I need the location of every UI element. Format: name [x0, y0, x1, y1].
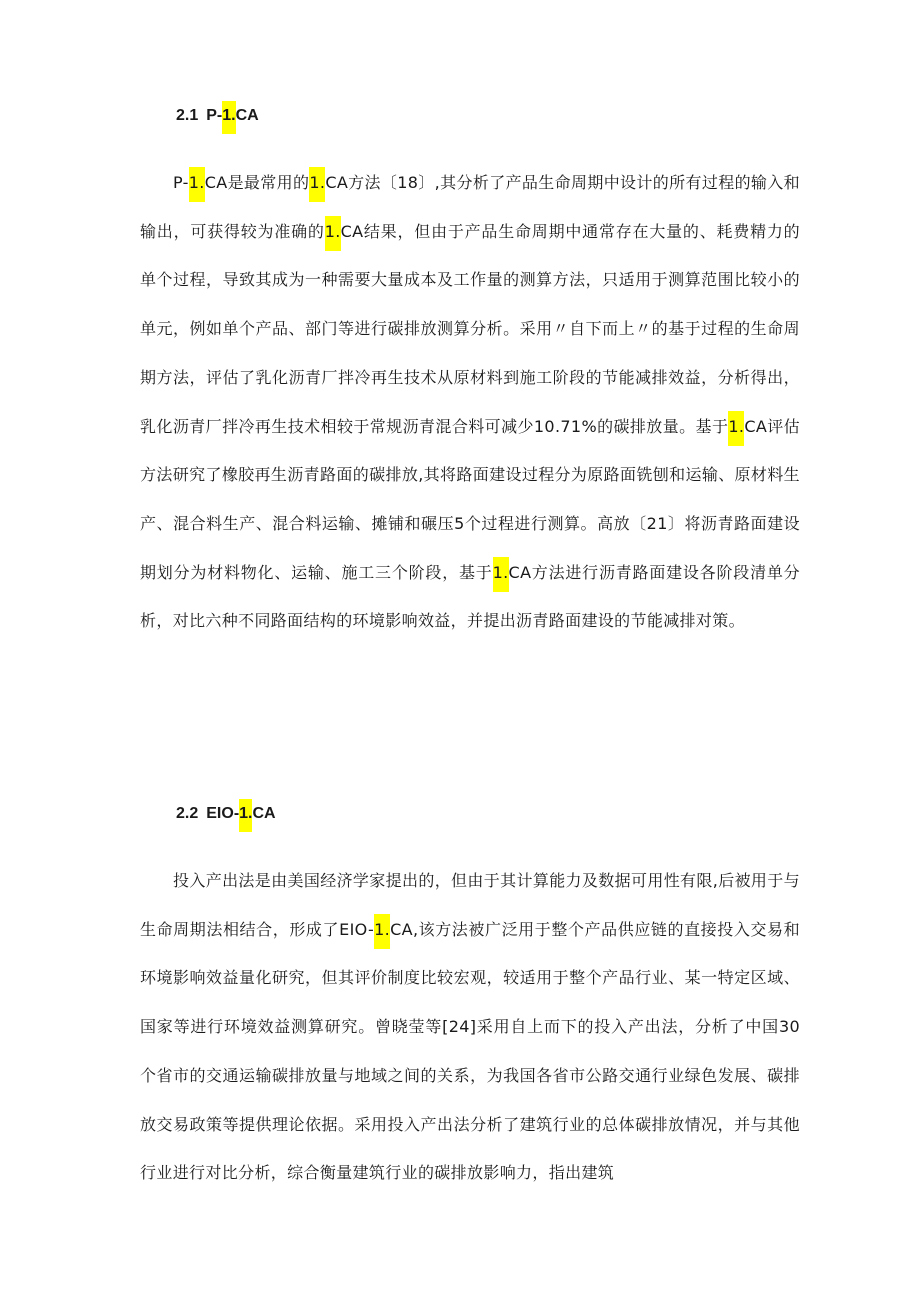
section-heading-2-2: [176, 803, 276, 825]
section-number: 2.2: [176, 805, 199, 822]
section-number: 2.1: [176, 107, 199, 124]
highlighted-text: 1.: [374, 914, 390, 949]
highlighted-text: 1.: [728, 411, 744, 446]
highlighted-text: 1.: [325, 216, 341, 251]
section-title-prefix: EIO-: [206, 805, 240, 822]
paragraph-text: CA方法〔18〕,其分析了产品生命周期中设计的所有过程的输入和输出，可获得较为准确的: [140, 173, 800, 241]
highlighted-text: 1.: [222, 101, 235, 134]
section-title-prefix: P-: [206, 107, 223, 124]
paragraph-text: CA是最常用的: [204, 173, 310, 192]
paragraph-text: CA方法进行沥青路面建设各阶段清单分析，对比六种不同路面结构的环境影响效益，并提出沥青路面建设的节能减排对策。: [140, 562, 800, 631]
highlighted-text: 1.: [309, 167, 325, 202]
paragraph-text: CA结果，但由于产品生命周期中通常存在大量的、耗费精力的单个过程，导致其成为一种需要大量成本及工作量的测算方法，只适用于测算范围比较小的单元，例如单个产品、部门等进行碳排放测算分析。采用〃自下而上〃的基于过程的生命周期方法，评估了乳化沥青厂拌冷再生技术从原材料到施工阶段的节能减排效益，分析得出，乳化沥青厂拌冷再生技术相较于常规沥青混合料可减少10.71%的碳排放量。基于: [140, 221, 800, 436]
paragraph-text: CA,该方法被广泛用于整个产品供应链的直接投入交易和环境影响效益量化研究，但其评价制度比较宏观，较适用于整个产品行业、某一特定区域、国家等进行环境效益测算研究。曾晓莹等[24]采用自上而下的投入产出法，分析了中国30个省市的交通运输碳排放量与地域之间的关系，为我国各省市公路交通行业绿色发展、碳排放交易政策等提供理论依据。采用投入产出法分析了建筑行业的总体碳排放情况，并与其他行业进行对比分析，综合衡量建筑行业的碳排放影响力，指出建筑: [140, 919, 800, 1183]
paragraph-text: P-: [173, 173, 189, 192]
section-heading-2-1: [176, 105, 259, 127]
section-paragraph-2-2: [140, 857, 800, 1198]
highlighted-text: 1.: [189, 167, 205, 202]
paragraph-text: CA评估方法研究了橡胶再生沥青路面的碳排放,其将路面建设过程分为原路面铣刨和运输、原材料生产、混合料生产、混合料运输、摊铺和碾压5个过程进行测算。高放〔21〕将沥青路面建设期划分为材料物化、运输、施工三个阶段，基于: [140, 416, 800, 582]
highlighted-text: 1.: [493, 557, 509, 592]
highlighted-text: 1.: [239, 799, 252, 832]
paragraph-text: 投入产出法是由美国经济学家提出的，但由于其计算能力及数据可用性有限,后被用于与生命周期法相结合，形成了EIO-: [140, 871, 800, 939]
section-title-suffix: CA: [252, 805, 276, 822]
section-paragraph-2-1: [140, 159, 800, 646]
section-title-suffix: CA: [235, 107, 259, 124]
